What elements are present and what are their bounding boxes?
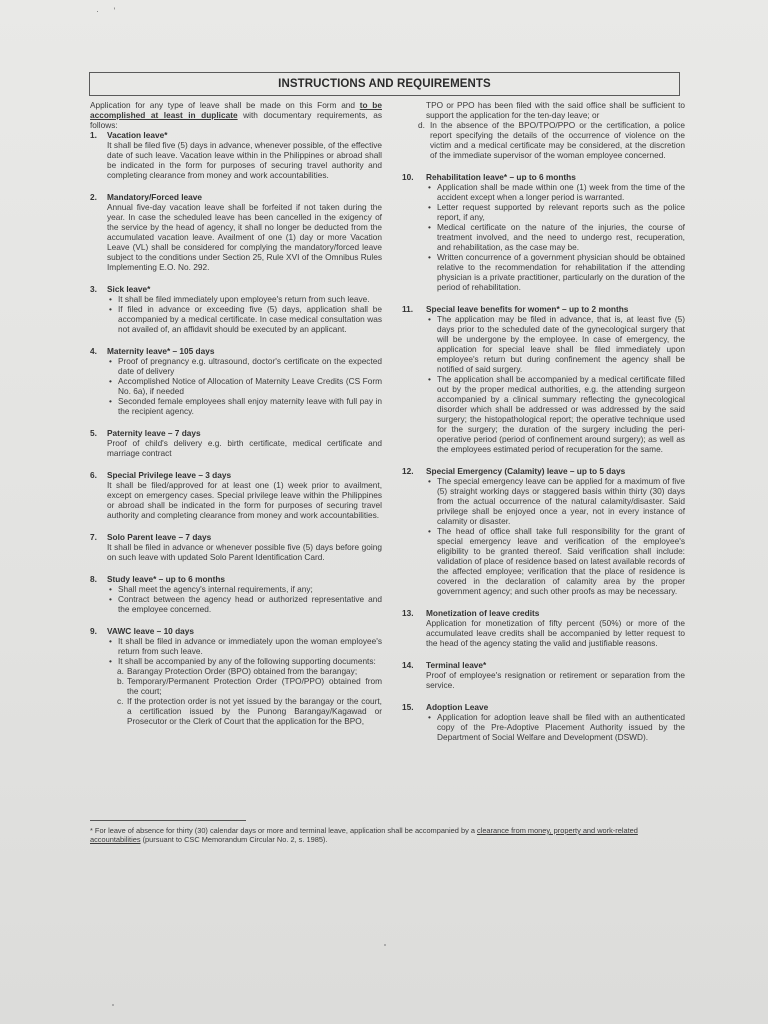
- section-heading: [90, 130, 382, 140]
- section-title: Adoption Leave: [426, 702, 489, 712]
- bullet-list: [107, 636, 382, 666]
- right-sections: [402, 172, 685, 742]
- section-title: Sick leave*: [107, 284, 151, 294]
- section-number: 8.: [90, 574, 97, 584]
- bullet-list: [426, 314, 685, 454]
- bullet-item: • Accomplished Notice of Allocation of Maternity Leave Credits (CS Form No. 6a), if needed: [117, 376, 382, 396]
- bullet-item: • If filed in advance or exceeding five (5) days, application shall be accompanied by a medical certificate. In case medical consultation was not availed of, an affidavit should be executed by an applicant.: [117, 304, 382, 334]
- section-title: Terminal leave*: [426, 660, 487, 670]
- section-number: 9.: [90, 626, 97, 636]
- section-paragraph: It shall be filed in advance or whenever possible five (5) days before going on such leave with updated Solo Parent Identification Card.: [107, 542, 382, 562]
- bullet-list: [107, 356, 382, 416]
- leave-section: [90, 470, 382, 520]
- leave-section: [90, 626, 382, 726]
- sub-item-letter: c.: [117, 696, 124, 706]
- section-heading: [402, 304, 685, 314]
- bullet-list: [426, 476, 685, 596]
- bullet-item: • Shall meet the agency's internal requirements, if any;: [117, 584, 382, 594]
- vawc-item-d: [420, 120, 685, 160]
- section-body: [90, 636, 382, 726]
- intro-emphasis: to be accomplished at least in duplicate: [90, 100, 382, 120]
- section-title: Study leave* – up to 6 months: [107, 574, 226, 584]
- section-body: [90, 356, 382, 416]
- bullet-list: [426, 182, 685, 292]
- scan-specks: · ': [96, 6, 122, 16]
- bullet-item: • The special emergency leave can be applied for a maximum of five (5) straight working days or staggered basis within thirty (30) days from the actual occurrence of the natural calamity/disaster. Said privilege shall be enjoyed once a year, not in every instance of calamity or disaster.: [436, 476, 685, 526]
- bullet-item: • It shall be accompanied by any of the following supporting documents:: [117, 656, 382, 666]
- sub-item-text: Barangay Protection Order (BPO) obtained from the barangay;: [127, 666, 358, 676]
- section-number: 11.: [402, 304, 414, 314]
- sub-item-text: If the protection order is not yet issued by the barangay or the court, a certification issued by the Punong Barangay/Kagawad or Prosecutor or the Clerk of Court that the application for the BPO,: [127, 696, 382, 726]
- bullet-item: • Application for adoption leave shall be filed with an authenticated copy of the Pre-Adoptive Placement Authority issued by the Department of Social Welfare and Development (DSWD).: [436, 712, 685, 742]
- footnote: [90, 826, 686, 844]
- bullet-item: • Seconded female employees shall enjoy maternity leave with full pay in the recipient agency.: [117, 396, 382, 416]
- bullet-item: • The application may be filed in advance, that is, at least five (5) days prior to the scheduled date of the gynecological surgery that will be undergone by the employee. In case of emergency, the application for special leave shall be filed immediately upon employee's return but during confinement the agency shall be notified of said surgery.: [436, 314, 685, 374]
- right-column: [402, 100, 685, 754]
- sub-item: [117, 676, 382, 696]
- leave-section: [90, 130, 382, 180]
- bullet-item: • The application shall be accompanied by a medical certificate filled out by the proper medical authorities, e.g. the attending surgeon accompanied by a clinical summary reflecting the gynecological disorder which shall be addressed or was addressed by the said surgery; the histopathological report; the operative technique used for the surgery; the duration of the surgery including the peri-operative period (period of confinement around surgery); as well as the employees estimated period of recuperation for the same.: [436, 374, 685, 454]
- section-body: [402, 182, 685, 292]
- section-body: [90, 202, 382, 272]
- section-heading: [90, 192, 382, 202]
- leave-section: [402, 608, 685, 648]
- bullet-item: • Written concurrence of a government physician should be obtained relative to the recommendation for rehabilitation if the attending physician is a private practitioner, particularly on the duration of the period of rehabilitation.: [436, 252, 685, 292]
- section-heading: [90, 470, 382, 480]
- leave-section: [90, 532, 382, 562]
- leave-section: [90, 192, 382, 272]
- section-heading: [402, 172, 685, 182]
- intro-paragraph: [90, 100, 382, 130]
- leave-section: [90, 428, 382, 458]
- section-heading: [90, 574, 382, 584]
- section-body: [90, 542, 382, 562]
- footnote-text-after: (pursuant to CSC Memorandum Circular No. 2, s. 1985).: [140, 835, 328, 844]
- section-number: 10.: [402, 172, 414, 182]
- section-heading: [402, 608, 685, 618]
- bullet-item: • Letter request supported by relevant reports such as the police report, if any,: [436, 202, 685, 222]
- bullet-item: • Application shall be made within one (1) week from the time of the accident except when a longer period is warranted.: [436, 182, 685, 202]
- section-title: Solo Parent leave – 7 days: [107, 532, 212, 542]
- section-heading: [90, 532, 382, 542]
- leave-section: [402, 660, 685, 690]
- section-number: 2.: [90, 192, 97, 202]
- sub-item: [117, 696, 382, 726]
- vawc-continuation-text: TPO or PPO has been filed with the said office shall be sufficient to support the application for the ten-day leave; or: [426, 100, 685, 120]
- section-body: [402, 476, 685, 596]
- bullet-item: • It shall be filed immediately upon employee's return from such leave.: [117, 294, 382, 304]
- section-heading: [402, 466, 685, 476]
- vawc-continuation: [402, 100, 685, 160]
- section-number: 3.: [90, 284, 97, 294]
- section-body: [90, 584, 382, 614]
- section-title: Maternity leave* – 105 days: [107, 346, 215, 356]
- scan-dust: [384, 944, 386, 946]
- section-number: 12.: [402, 466, 414, 476]
- section-title: Special Privilege leave – 3 days: [107, 470, 232, 480]
- section-body: [402, 712, 685, 742]
- section-heading: [90, 626, 382, 636]
- section-paragraph: Proof of child's delivery e.g. birth certificate, medical certificate and marriage contract: [107, 438, 382, 458]
- section-heading: [90, 428, 382, 438]
- section-body: [90, 438, 382, 458]
- section-title: Mandatory/Forced leave: [107, 192, 202, 202]
- bullet-list: [107, 584, 382, 614]
- bullet-item: • Proof of pregnancy e.g. ultrasound, doctor's certificate on the expected date of delivery: [117, 356, 382, 376]
- left-sections: [90, 130, 382, 726]
- section-title: Paternity leave – 7 days: [107, 428, 201, 438]
- section-title: Vacation leave*: [107, 130, 168, 140]
- section-paragraph: Application for monetization of fifty percent (50%) or more of the accumulated leave credits shall be accompanied by letter request to the head of the agency stating the valid and justifiable reasons.: [426, 618, 685, 648]
- footnote-divider: [90, 820, 246, 821]
- vawc-item-d-text: In the absence of the BPO/TPO/PPO or the certification, a police report specifying the details of the occurrence of violence on the victim and a medical certificate may be considered, at the discretion of the immediate supervisor of the woman employee concerned.: [430, 120, 685, 160]
- section-heading: [402, 660, 685, 670]
- leave-section: [402, 304, 685, 454]
- bullet-list: [426, 712, 685, 742]
- vawc-item-d-letter: d.: [418, 120, 425, 130]
- section-body: [402, 618, 685, 648]
- section-number: 6.: [90, 470, 97, 480]
- bullet-item: • The head of office shall take full responsibility for the grant of special emergency leave and verification of the employee's eligibility to be granted thereof. Said verification shall include: validation of place of residence based on latest available records of the affected employee; verification that the place of residence is covered in the declaration of calamity area by the proper government agency; and such other proofs as may be necessary.: [436, 526, 685, 596]
- section-paragraph: It shall be filed five (5) days in advance, whenever possible, of the effective date of such leave. Vacation leave within in the Philippines or abroad shall be indicated in the form for purposes of securing travel authority and completing clearance from money and work accountabilities.: [107, 140, 382, 180]
- section-number: 7.: [90, 532, 97, 542]
- intro-text-before: Application for any type of leave shall be made on this Form and: [90, 100, 360, 110]
- section-body: [90, 294, 382, 334]
- section-title: Special leave benefits for women* – up to 2 months: [426, 304, 629, 314]
- footnote-underlined: clearance from money, property and work-related accountabilities: [90, 826, 638, 844]
- section-number: 4.: [90, 346, 97, 356]
- section-paragraph: Proof of employee's resignation or retirement or separation from the service.: [426, 670, 685, 690]
- bullet-item: • Medical certificate on the nature of the injuries, the course of treatment involved, and the need to undergo rest, recuperation, and rehabilitation, as the case may be.: [436, 222, 685, 252]
- intro-text-after: with documentary requirements, as follows:: [90, 110, 382, 130]
- bullet-list: [107, 294, 382, 334]
- section-title: VAWC leave – 10 days: [107, 626, 195, 636]
- bullet-item: • Contract between the agency head or authorized representative and the employee concerned.: [117, 594, 382, 614]
- bullet-item: • It shall be filed in advance or immediately upon the woman employee's return from such leave.: [117, 636, 382, 656]
- section-number: 14.: [402, 660, 414, 670]
- section-title: Rehabilitation leave* – up to 6 months: [426, 172, 576, 182]
- section-body: [90, 480, 382, 520]
- page-title: INSTRUCTIONS AND REQUIREMENTS: [278, 78, 491, 90]
- footnote-text-before: * For leave of absence for thirty (30) calendar days or more and terminal leave, application shall be accompanied by a: [90, 826, 477, 835]
- leave-section: [90, 346, 382, 416]
- section-number: 1.: [90, 130, 97, 140]
- section-number: 5.: [90, 428, 97, 438]
- section-title: Special Emergency (Calamity) leave – up to 5 days: [426, 466, 626, 476]
- section-heading: [90, 284, 382, 294]
- leave-section: [402, 172, 685, 292]
- sub-item-list: [107, 666, 382, 726]
- left-column: [90, 100, 382, 738]
- sub-item-letter: a.: [117, 666, 124, 676]
- section-number: 15.: [402, 702, 414, 712]
- section-paragraph: Annual five-day vacation leave shall be forfeited if not taken during the year. In case the scheduled leave has been cancelled in the exigency of the service by the head of agency, it shall no longer be deducted from the accumulated vacation leave. Availment of one (1) day or more Vacation Leave (VL) shall be considered for complying the mandatory/forced leave subject to the conditions under Section 25, Rule XVI of the Omnibus Rules Implementing E.O. No. 292.: [107, 202, 382, 272]
- scan-dust: [112, 1004, 114, 1006]
- leave-section: [402, 702, 685, 742]
- section-body: [402, 670, 685, 690]
- section-number: 13.: [402, 608, 414, 618]
- section-heading: [402, 702, 685, 712]
- sub-item-letter: b.: [117, 676, 124, 686]
- section-body: [402, 314, 685, 454]
- title-box: [89, 72, 680, 96]
- leave-section: [90, 284, 382, 334]
- section-body: [90, 140, 382, 180]
- sub-item: [117, 666, 382, 676]
- sub-item-text: Temporary/Permanent Protection Order (TPO/PPO) obtained from the court;: [127, 676, 382, 696]
- leave-section: [90, 574, 382, 614]
- section-title: Monetization of leave credits: [426, 608, 540, 618]
- section-heading: [90, 346, 382, 356]
- section-paragraph: It shall be filed/approved for at least one (1) week prior to availment, except on emergency cases. Special privilege leave within the Philippines or abroad shall be indicated in the form for purposes of securing travel authority and completing clearance from money and work accountabilities.: [107, 480, 382, 520]
- leave-section: [402, 466, 685, 596]
